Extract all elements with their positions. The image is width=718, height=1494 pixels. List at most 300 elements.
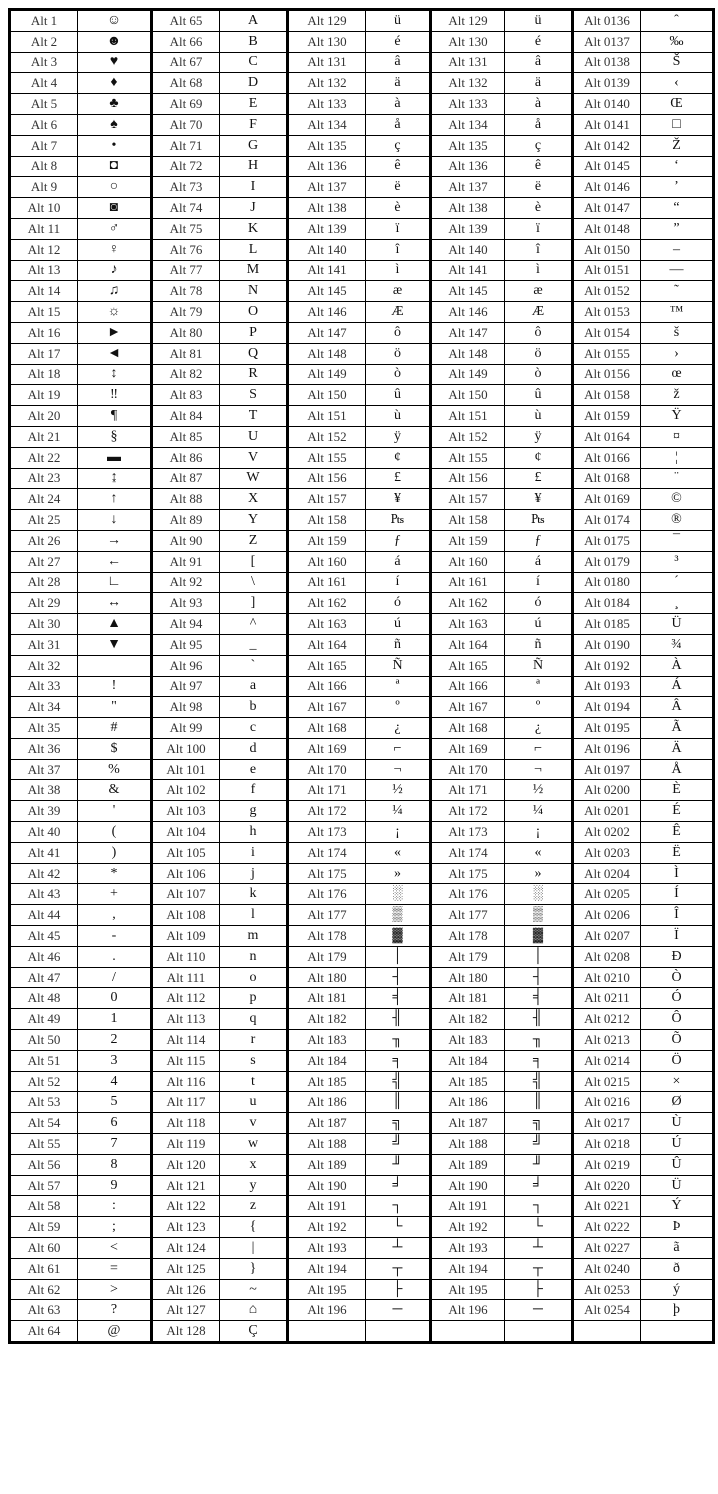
alt-code-cell: Alt 0197 — [573, 759, 641, 780]
character-cell: ‰ — [641, 31, 714, 52]
character-cell: ← — [78, 551, 152, 572]
character-cell: Ž — [641, 135, 714, 156]
character-cell: ÿ — [505, 426, 573, 447]
alt-code-cell: Alt 0196 — [573, 738, 641, 759]
alt-code-cell: Alt 139 — [431, 218, 505, 239]
alt-code-cell: Alt 63 — [10, 1300, 78, 1321]
alt-code-cell: Alt 0169 — [573, 489, 641, 510]
character-cell: , — [78, 905, 152, 926]
character-cell: 3 — [78, 1050, 152, 1071]
character-cell: t — [220, 1071, 288, 1092]
character-cell: ╝ — [505, 1134, 573, 1155]
alt-code-cell: Alt 125 — [152, 1258, 220, 1279]
alt-code-cell: Alt 149 — [288, 364, 366, 385]
alt-code-cell: Alt 134 — [288, 114, 366, 135]
character-cell: ▲ — [78, 614, 152, 635]
table-row — [10, 426, 714, 447]
alt-code-rows — [10, 10, 714, 1343]
alt-code-cell: Alt 89 — [152, 510, 220, 531]
character-cell: C — [220, 52, 288, 73]
character-cell: ì — [366, 260, 431, 281]
alt-code-cell: Alt 4 — [10, 73, 78, 94]
alt-code-cell: Alt 166 — [288, 676, 366, 697]
character-cell: ä — [505, 73, 573, 94]
character-cell: Ì — [641, 863, 714, 884]
alt-code-cell: Alt 55 — [10, 1134, 78, 1155]
alt-code-cell: Alt 0194 — [573, 697, 641, 718]
character-cell: ─ — [366, 1300, 431, 1321]
alt-code-cell: Alt 162 — [288, 593, 366, 614]
table-row — [10, 1217, 714, 1238]
character-cell: 6 — [78, 1113, 152, 1134]
alt-code-cell: Alt 189 — [288, 1154, 366, 1175]
character-cell: F — [220, 114, 288, 135]
character-cell: ↕ — [78, 364, 152, 385]
character-cell: ▓ — [505, 926, 573, 947]
character-cell: ↔ — [78, 593, 152, 614]
table-row — [10, 1321, 714, 1343]
character-cell: ú — [505, 614, 573, 635]
character-cell: Æ — [366, 302, 431, 323]
table-row — [10, 842, 714, 863]
character-cell: ∟ — [78, 572, 152, 593]
alt-code-cell: Alt 138 — [288, 198, 366, 219]
character-cell: ¸ — [641, 593, 714, 614]
alt-code-cell: Alt 20 — [10, 406, 78, 427]
character-cell: ╝ — [366, 1134, 431, 1155]
alt-code-cell: Alt 0175 — [573, 530, 641, 551]
alt-code-cell: Alt 0185 — [573, 614, 641, 635]
character-cell: ³ — [641, 551, 714, 572]
character-cell: 2 — [78, 1030, 152, 1051]
alt-code-cell: Alt 167 — [288, 697, 366, 718]
alt-code-cell: Alt 127 — [152, 1300, 220, 1321]
alt-code-cell: Alt 184 — [288, 1050, 366, 1071]
character-cell: ë — [366, 177, 431, 198]
character-cell: £ — [505, 468, 573, 489]
character-cell: ╜ — [505, 1154, 573, 1175]
alt-code-cell: Alt 158 — [431, 510, 505, 531]
character-cell: │ — [505, 946, 573, 967]
alt-code-cell: Alt 7 — [10, 135, 78, 156]
alt-code-cell: Alt 103 — [152, 801, 220, 822]
alt-code-cell: Alt 0202 — [573, 822, 641, 843]
table-row — [10, 447, 714, 468]
character-cell: û — [505, 385, 573, 406]
character-cell: î — [505, 239, 573, 260]
alt-code-cell: Alt 0154 — [573, 322, 641, 343]
alt-code-cell: Alt 3 — [10, 52, 78, 73]
alt-code-cell: Alt 0145 — [573, 156, 641, 177]
alt-code-cell: Alt 137 — [431, 177, 505, 198]
alt-code-cell: Alt 47 — [10, 967, 78, 988]
character-cell: ª — [366, 676, 431, 697]
alt-code-cell: Alt 191 — [288, 1196, 366, 1217]
alt-code-cell: Alt 98 — [152, 697, 220, 718]
character-cell: g — [220, 801, 288, 822]
alt-code-cell: Alt 0137 — [573, 31, 641, 52]
alt-code-cell: Alt 180 — [431, 967, 505, 988]
alt-code-cell: Alt 123 — [152, 1217, 220, 1238]
table-row — [10, 156, 714, 177]
table-row — [10, 73, 714, 94]
character-cell: a — [220, 676, 288, 697]
alt-code-cell: Alt 0205 — [573, 884, 641, 905]
alt-code-cell: Alt 96 — [152, 655, 220, 676]
alt-code-cell: Alt 0201 — [573, 801, 641, 822]
alt-code-cell: Alt 146 — [288, 302, 366, 323]
character-cell: £ — [366, 468, 431, 489]
alt-code-cell: Alt 84 — [152, 406, 220, 427]
character-cell: └ — [505, 1217, 573, 1238]
character-cell: u — [220, 1092, 288, 1113]
alt-code-cell: Alt 68 — [152, 73, 220, 94]
alt-code-cell: Alt 0138 — [573, 52, 641, 73]
character-cell: á — [505, 551, 573, 572]
alt-code-cell: Alt 23 — [10, 468, 78, 489]
character-cell: 5 — [78, 1092, 152, 1113]
alt-code-cell: Alt 100 — [152, 738, 220, 759]
character-cell: ↑ — [78, 489, 152, 510]
character-cell: Å — [641, 759, 714, 780]
alt-code-cell: Alt 0148 — [573, 218, 641, 239]
character-cell: ö — [366, 343, 431, 364]
character-cell: ║ — [505, 1092, 573, 1113]
character-cell: Þ — [641, 1217, 714, 1238]
character-cell: ï — [505, 218, 573, 239]
alt-code-cell: Alt 79 — [152, 302, 220, 323]
alt-code-cell: Alt 92 — [152, 572, 220, 593]
alt-code-cell: Alt 180 — [288, 967, 366, 988]
character-cell: W — [220, 468, 288, 489]
alt-code-cell: Alt 126 — [152, 1279, 220, 1300]
table-row — [10, 614, 714, 635]
character-cell: ‘ — [641, 156, 714, 177]
alt-code-cell: Alt 37 — [10, 759, 78, 780]
character-cell: └ — [366, 1217, 431, 1238]
alt-code-cell: Alt 81 — [152, 343, 220, 364]
character-cell: ♠ — [78, 114, 152, 135]
alt-code-cell: Alt 0159 — [573, 406, 641, 427]
character-cell: Ö — [641, 1050, 714, 1071]
alt-code-cell: Alt 190 — [431, 1175, 505, 1196]
character-cell: O — [220, 302, 288, 323]
character-cell: I — [220, 177, 288, 198]
alt-code-cell: Alt 0214 — [573, 1050, 641, 1071]
alt-code-cell: Alt 32 — [10, 655, 78, 676]
character-cell: ; — [78, 1217, 152, 1238]
character-cell: Œ — [641, 94, 714, 115]
table-row — [10, 177, 714, 198]
character-cell: Ñ — [505, 655, 573, 676]
character-cell: $ — [78, 738, 152, 759]
alt-code-cell: Alt 135 — [288, 135, 366, 156]
alt-code-cell: Alt 141 — [431, 260, 505, 281]
character-cell: r — [220, 1030, 288, 1051]
character-cell: b — [220, 697, 288, 718]
table-row — [10, 281, 714, 302]
character-cell: } — [220, 1258, 288, 1279]
character-cell: ÿ — [366, 426, 431, 447]
table-row — [10, 10, 714, 32]
table-row — [10, 738, 714, 759]
character-cell: ½ — [366, 780, 431, 801]
character-cell: ⌐ — [505, 738, 573, 759]
character-cell: ╖ — [505, 1030, 573, 1051]
character-cell: î — [366, 239, 431, 260]
character-cell: z — [220, 1196, 288, 1217]
character-cell: Ò — [641, 967, 714, 988]
character-cell: ì — [505, 260, 573, 281]
alt-code-cell: Alt 0150 — [573, 239, 641, 260]
character-cell: n — [220, 946, 288, 967]
alt-code-cell: Alt 186 — [288, 1092, 366, 1113]
alt-code-cell: Alt 158 — [288, 510, 366, 531]
table-row — [10, 1009, 714, 1030]
alt-code-cell: Alt 30 — [10, 614, 78, 635]
alt-code-cell: Alt 0216 — [573, 1092, 641, 1113]
character-cell: h — [220, 822, 288, 843]
alt-code-cell: Alt 141 — [288, 260, 366, 281]
character-cell: Ã — [641, 718, 714, 739]
character-cell: M — [220, 260, 288, 281]
alt-code-cell: Alt 107 — [152, 884, 220, 905]
alt-code-cell: Alt 74 — [152, 198, 220, 219]
character-cell: 1 — [78, 1009, 152, 1030]
character-cell: ┤ — [366, 967, 431, 988]
character-cell: * — [78, 863, 152, 884]
character-cell: Q — [220, 343, 288, 364]
character-cell: Ë — [641, 842, 714, 863]
table-row — [10, 510, 714, 531]
alt-code-cell: Alt 0227 — [573, 1238, 641, 1259]
alt-code-cell: Alt 31 — [10, 634, 78, 655]
character-cell: º — [366, 697, 431, 718]
table-row — [10, 260, 714, 281]
alt-code-cell: Alt 134 — [431, 114, 505, 135]
character-cell: ¨ — [641, 468, 714, 489]
alt-code-cell: Alt 87 — [152, 468, 220, 489]
character-cell: ˜ — [641, 281, 714, 302]
alt-code-cell: Alt 129 — [288, 10, 366, 32]
character-cell: ├ — [505, 1279, 573, 1300]
alt-code-cell: Alt 93 — [152, 593, 220, 614]
table-row — [10, 218, 714, 239]
alt-code-cell: Alt 0190 — [573, 634, 641, 655]
alt-code-cell: Alt 62 — [10, 1279, 78, 1300]
table-row — [10, 1134, 714, 1155]
character-cell: ó — [505, 593, 573, 614]
alt-code-cell: Alt 178 — [431, 926, 505, 947]
character-cell: Ï — [641, 926, 714, 947]
alt-code-cell: Alt 25 — [10, 510, 78, 531]
character-cell: ã — [641, 1238, 714, 1259]
character-cell: Ü — [641, 1175, 714, 1196]
character-cell: ♂ — [78, 218, 152, 239]
alt-code-cell — [573, 1321, 641, 1343]
alt-code-cell: Alt 136 — [288, 156, 366, 177]
character-cell: ª — [505, 676, 573, 697]
alt-code-cell: Alt 60 — [10, 1238, 78, 1259]
alt-code-cell: Alt 167 — [431, 697, 505, 718]
alt-code-cell: Alt 0158 — [573, 385, 641, 406]
alt-code-cell: Alt 169 — [288, 738, 366, 759]
alt-code-cell: Alt 94 — [152, 614, 220, 635]
alt-code-cell: Alt 97 — [152, 676, 220, 697]
character-cell: é — [366, 31, 431, 52]
table-row — [10, 239, 714, 260]
alt-code-cell: Alt 29 — [10, 593, 78, 614]
alt-code-cell: Alt 136 — [431, 156, 505, 177]
character-cell: ” — [641, 218, 714, 239]
alt-code-cell: Alt 78 — [152, 281, 220, 302]
character-cell: ┐ — [505, 1196, 573, 1217]
table-row — [10, 634, 714, 655]
alt-code-cell: Alt 0139 — [573, 73, 641, 94]
alt-code-cell: Alt 0217 — [573, 1113, 641, 1134]
alt-code-cell: Alt 35 — [10, 718, 78, 739]
alt-code-cell — [288, 1321, 366, 1343]
alt-code-cell: Alt 0203 — [573, 842, 641, 863]
alt-code-cell: Alt 174 — [431, 842, 505, 863]
character-cell: © — [641, 489, 714, 510]
table-row — [10, 31, 714, 52]
alt-code-cell: Alt 157 — [288, 489, 366, 510]
character-cell: _ — [220, 634, 288, 655]
character-cell: x — [220, 1154, 288, 1175]
alt-code-cell: Alt 133 — [431, 94, 505, 115]
alt-code-cell: Alt 69 — [152, 94, 220, 115]
alt-code-cell: Alt 90 — [152, 530, 220, 551]
character-cell: # — [78, 718, 152, 739]
character-cell: J — [220, 198, 288, 219]
alt-code-cell: Alt 41 — [10, 842, 78, 863]
table-row — [10, 946, 714, 967]
alt-code-cell: Alt 0253 — [573, 1279, 641, 1300]
alt-code-cell: Alt 140 — [288, 239, 366, 260]
character-cell: ◙ — [78, 198, 152, 219]
alt-code-cell: Alt 119 — [152, 1134, 220, 1155]
character-cell: ñ — [366, 634, 431, 655]
alt-code-cell: Alt 54 — [10, 1113, 78, 1134]
character-cell: Z — [220, 530, 288, 551]
character-cell: │ — [366, 946, 431, 967]
character-cell: ^ — [220, 614, 288, 635]
character-cell: Â — [641, 697, 714, 718]
alt-code-cell: Alt 184 — [431, 1050, 505, 1071]
character-cell: ♦ — [78, 73, 152, 94]
alt-code-cell: Alt 131 — [288, 52, 366, 73]
table-row — [10, 1113, 714, 1134]
character-cell: ╗ — [366, 1113, 431, 1134]
table-row — [10, 1238, 714, 1259]
character-cell: w — [220, 1134, 288, 1155]
character-cell: ¼ — [366, 801, 431, 822]
character-cell: Ñ — [366, 655, 431, 676]
alt-code-cell: Alt 168 — [431, 718, 505, 739]
alt-code-cell: Alt 0174 — [573, 510, 641, 531]
character-cell: œ — [641, 364, 714, 385]
character-cell: [ — [220, 551, 288, 572]
character-cell: ○ — [78, 177, 152, 198]
character-cell: ' — [78, 801, 152, 822]
alt-code-cell: Alt 0212 — [573, 1009, 641, 1030]
alt-code-cell: Alt 124 — [152, 1238, 220, 1259]
character-cell: s — [220, 1050, 288, 1071]
alt-code-cell: Alt 185 — [431, 1071, 505, 1092]
alt-code-cell: Alt 0151 — [573, 260, 641, 281]
alt-code-cell: Alt 177 — [431, 905, 505, 926]
alt-code-cell: Alt 140 — [431, 239, 505, 260]
alt-code-table — [8, 8, 715, 1344]
character-cell: ☺ — [78, 10, 152, 32]
alt-code-cell: Alt 88 — [152, 489, 220, 510]
character-cell: U — [220, 426, 288, 447]
alt-code-cell: Alt 0141 — [573, 114, 641, 135]
alt-code-cell: Alt 27 — [10, 551, 78, 572]
alt-code-cell — [431, 1321, 505, 1343]
alt-code-cell: Alt 0207 — [573, 926, 641, 947]
alt-code-cell: Alt 26 — [10, 530, 78, 551]
alt-code-cell: Alt 151 — [431, 406, 505, 427]
alt-code-cell: Alt 52 — [10, 1071, 78, 1092]
character-cell: ¿ — [505, 718, 573, 739]
alt-code-cell: Alt 83 — [152, 385, 220, 406]
character-cell: ╕ — [505, 1050, 573, 1071]
alt-code-cell: Alt 64 — [10, 1321, 78, 1343]
alt-code-cell: Alt 58 — [10, 1196, 78, 1217]
alt-code-cell: Alt 70 — [152, 114, 220, 135]
character-cell: K — [220, 218, 288, 239]
character-cell: y — [220, 1175, 288, 1196]
character-cell: o — [220, 967, 288, 988]
character-cell: ¡ — [505, 822, 573, 843]
alt-code-cell: Alt 148 — [288, 343, 366, 364]
alt-code-cell: Alt 133 — [288, 94, 366, 115]
character-cell: ö — [505, 343, 573, 364]
alt-code-cell: Alt 181 — [431, 988, 505, 1009]
alt-code-cell: Alt 59 — [10, 1217, 78, 1238]
character-cell: p — [220, 988, 288, 1009]
alt-code-cell: Alt 145 — [431, 281, 505, 302]
table-row — [10, 572, 714, 593]
alt-code-cell: Alt 77 — [152, 260, 220, 281]
character-cell: ~ — [220, 1279, 288, 1300]
alt-code-cell: Alt 179 — [288, 946, 366, 967]
alt-code-cell: Alt 130 — [431, 31, 505, 52]
alt-code-cell: Alt 163 — [431, 614, 505, 635]
alt-code-cell: Alt 49 — [10, 1009, 78, 1030]
character-cell: é — [505, 31, 573, 52]
alt-code-cell: Alt 12 — [10, 239, 78, 260]
character-cell: e — [220, 759, 288, 780]
table-row — [10, 863, 714, 884]
alt-code-cell: Alt 128 — [152, 1321, 220, 1343]
table-row — [10, 385, 714, 406]
character-cell: “ — [641, 198, 714, 219]
alt-code-cell: Alt 0210 — [573, 967, 641, 988]
alt-code-cell: Alt 0215 — [573, 1071, 641, 1092]
alt-code-cell: Alt 15 — [10, 302, 78, 323]
alt-code-cell: Alt 155 — [288, 447, 366, 468]
alt-code-cell: Alt 80 — [152, 322, 220, 343]
character-cell: = — [78, 1258, 152, 1279]
character-cell: ♀ — [78, 239, 152, 260]
character-cell: ¥ — [366, 489, 431, 510]
alt-code-cell: Alt 187 — [431, 1113, 505, 1134]
alt-code-cell: Alt 116 — [152, 1071, 220, 1092]
alt-code-cell: Alt 183 — [431, 1030, 505, 1051]
